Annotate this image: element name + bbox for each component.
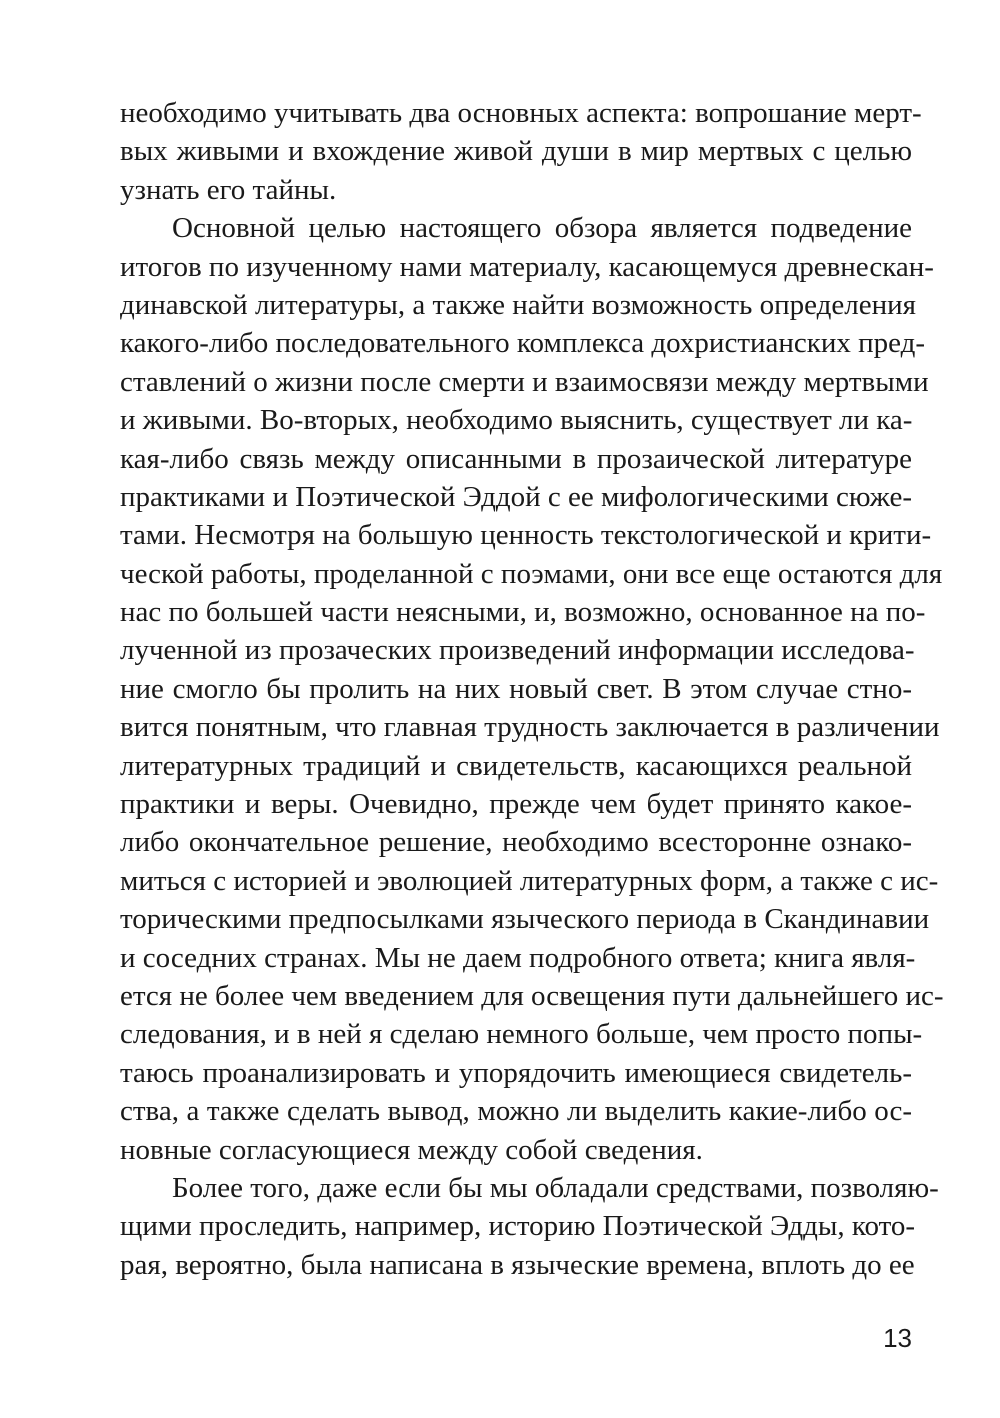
body-text	[120, 94, 944, 1284]
text-line: практиками и Поэтической Эддой с ее мифологическими сюже-	[120, 480, 912, 513]
text-line: следования, и в ней я сделаю немного больше, чем просто попы-	[120, 1018, 923, 1051]
text-line: практики и веры. Очевидно, прежде чем будет принято какое-	[120, 788, 912, 821]
text-line: ние смогло бы пролить на них новый свет. В этом случае стно-	[120, 672, 912, 705]
paragraph	[120, 94, 922, 209]
text-line: лученной из прозаческих произведений информации исследова-	[120, 634, 915, 667]
text-line: необходимо учитывать два основных аспекта: вопрошание мерт-	[120, 97, 922, 129]
text-line: нас по большей части неясными, и, возможно, основанное на по-	[120, 596, 926, 629]
text-line: новные согласующиеся между собой сведения.	[120, 1133, 703, 1166]
text-line: щими проследить, например, историю Поэтической Эдды, кото-	[120, 1210, 916, 1243]
text-line: и соседних странах. Мы не даем подробного ответа; книга явля-	[120, 941, 916, 974]
text-line: либо окончательное решение, необходимо всесторонне ознако-	[120, 826, 912, 859]
text-line: Основной целью настоящего обзора является подведение	[172, 212, 912, 245]
text-line: таюсь проанализировать и упорядочить имеющиеся свидетель-	[120, 1056, 912, 1089]
paragraph	[120, 1169, 939, 1284]
page-number: 13	[883, 1323, 912, 1353]
text-line: ства, а также сделать вывод, можно ли выделить какие-либо ос-	[120, 1095, 912, 1128]
text-line: ется не более чем введением для освещения пути дальнейшего ис-	[120, 979, 944, 1012]
text-line: Более того, даже если бы мы обладали средствами, позволяю-	[172, 1171, 939, 1204]
paragraph	[120, 209, 944, 1169]
text-line: тами. Несмотря на большую ценность текстологической и крити-	[120, 519, 932, 552]
text-line: вится понятным, что главная трудность заключается в различении	[120, 711, 940, 744]
text-line: рая, вероятно, была написана в языческие времена, вплоть до ее	[120, 1248, 915, 1281]
text-line: динавской литературы, а также найти возможность определения	[120, 288, 916, 321]
text-line: узнать его тайны.	[120, 173, 337, 206]
text-line: литературных традиций и свидетельств, касающихся реальной	[120, 749, 912, 782]
text-line: и живыми. Во-вторых, необходимо выяснить, существует ли ка-	[120, 404, 913, 437]
text-line: итогов по изученному нами материалу, касающемуся древнескан-	[120, 250, 934, 283]
text-line: какого-либо последовательного комплекса дохристианских пред-	[120, 327, 926, 360]
text-line: кая-либо связь между описанными в прозаической литературе	[120, 442, 912, 475]
text-line: миться с историей и эволюцией литературных форм, а также с ис-	[120, 864, 939, 897]
text-line: торическими предпосылками языческого периода в Скандинавии	[120, 903, 930, 936]
text-line: вых живыми и вхождение живой души в мир мертвых с целью	[120, 135, 912, 168]
text-line: ческой работы, проделанной с поэмами, они все еще остаются для	[120, 557, 943, 590]
text-line: ставлений о жизни после смерти и взаимосвязи между мертвыми	[120, 365, 929, 398]
